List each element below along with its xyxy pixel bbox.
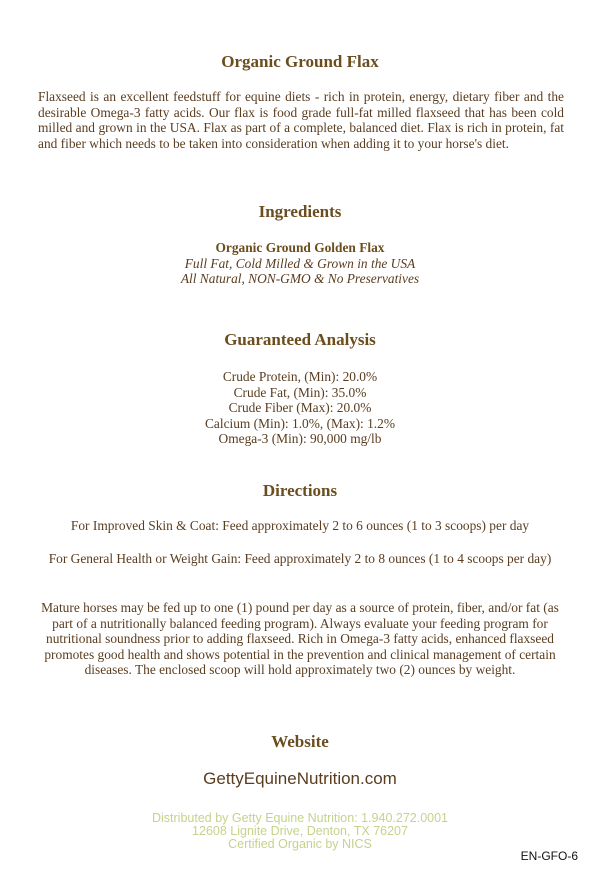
ingredient-detail-1: Full Fat, Cold Milled & Grown in the USA: [184, 255, 416, 271]
directions-skin-coat: For Improved Skin & Coat: Feed approximately 2 to 6 ounces (1 to 3 scoops) per day: [70, 518, 530, 533]
footer-certification: Certified Organic by NICS: [228, 837, 372, 851]
analysis-item: Crude Fat, (Min): 35.0%: [233, 384, 367, 400]
analysis-heading: Guaranteed Analysis: [224, 330, 376, 349]
directions-mature-horses: Mature horses may be fed up to one (1) pound per day as a source of protein, fiber, and/or fat (as part of a nutritionally balanced feeding program). Always evaluate your feeding program for nutritional soundness prior to adding flaxseed. Rich in Omega-3 fatty acids, enhanced flaxseed promotes good health and shows potential in the prevention and clinical management of certain diseases. The enclosed scoop will hold approximately two (2) ounces by weight.: [41, 600, 559, 677]
analysis-item: Calcium (Min): 1.0%, (Max): 1.2%: [204, 415, 396, 431]
ingredients-heading: Ingredients: [258, 202, 342, 221]
analysis-list: [20, 369, 580, 447]
footer-distributor: Distributed by Getty Equine Nutrition: 1.940.272.0001: [151, 811, 448, 825]
intro-paragraph: Flaxseed is an excellent feedstuff for equine diets - rich in protein, energy, dietary fiber and the desirable Omega-3 fatty acids. Our flax is food grade full-fat milled flaxseed that has been cold milled and grown in the USA. Flax as part of a complete, balanced diet. Flax is rich in protein, fat and fiber which needs to be taken into consideration when adding it to your horse's diet.: [38, 89, 564, 151]
ingredients-block: [20, 240, 580, 287]
distributor-footer: [0, 812, 600, 851]
website-link[interactable]: GettyEquineNutrition.com: [203, 769, 397, 788]
analysis-item: Omega-3 (Min): 90,000 mg/lb: [218, 431, 382, 446]
analysis-item: Crude Fiber (Max): 20.0%: [228, 400, 372, 415]
footer-address: 12608 Lignite Drive, Denton, TX 76207: [192, 824, 408, 838]
page-title: Organic Ground Flax: [221, 52, 379, 71]
directions-heading: Directions: [262, 481, 338, 500]
directions-general-health: For General Health or Weight Gain: Feed approximately 2 to 8 ounces (1 to 4 scoops per day): [48, 551, 552, 566]
product-code: EN-GFO-6: [520, 849, 578, 863]
ingredient-detail-2: All Natural, NON-GMO & No Preservatives: [180, 271, 420, 286]
analysis-item: Crude Protein, (Min): 20.0%: [222, 369, 378, 384]
website-heading: Website: [271, 732, 329, 751]
ingredient-name: Organic Ground Golden Flax: [215, 240, 385, 255]
